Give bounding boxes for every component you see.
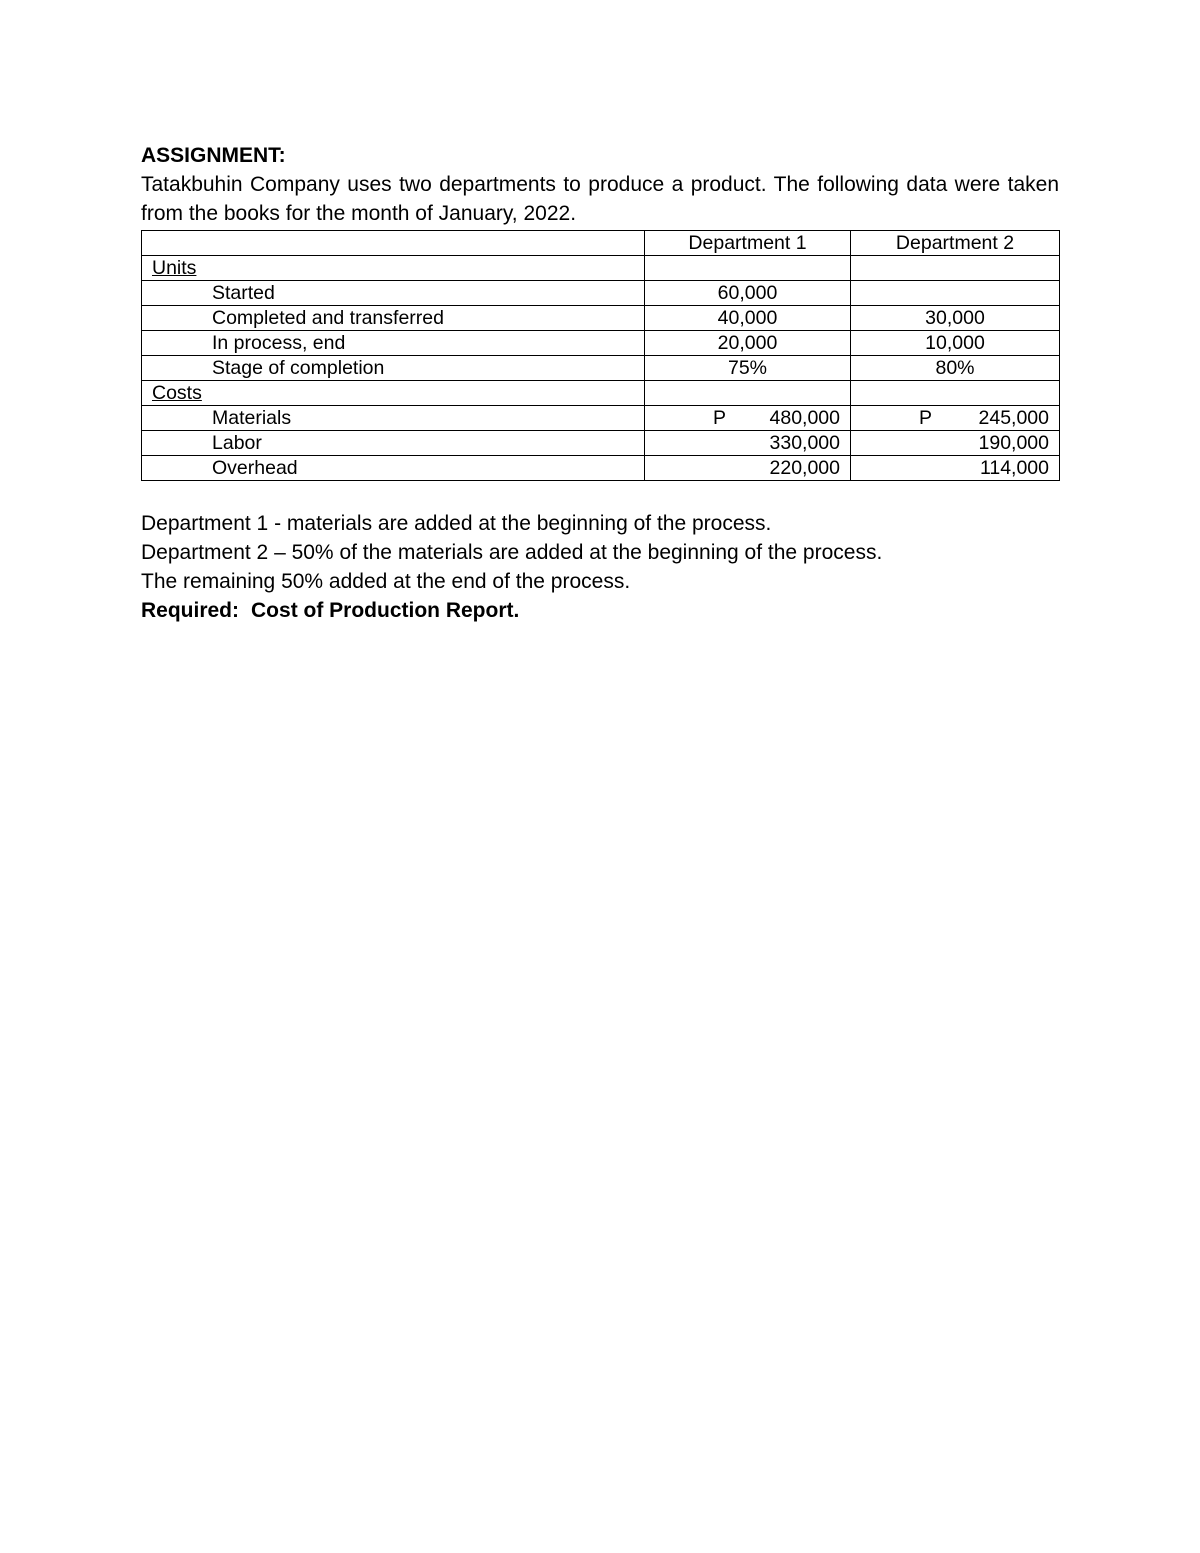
row-label: In process, end [142, 331, 645, 356]
required-text: Cost of Production Report. [251, 599, 520, 622]
intro-paragraph: Tatakbuhin Company uses two departments to produce a product. The following data were taken from the books for the month of January, 2022. [141, 173, 1059, 225]
table-row [142, 356, 1060, 381]
assignment-page [141, 141, 1059, 625]
department-1-cost [645, 456, 851, 481]
table-row [142, 331, 1060, 356]
note-line: Department 1 - materials are added at the beginning of the process. [141, 512, 772, 535]
department-2-value: 114,000 [979, 457, 1049, 479]
department-2-value: 10,000 [851, 331, 1060, 356]
department-1-value: 330,000 [769, 432, 840, 454]
department-data-table [141, 230, 1060, 481]
required-line [141, 596, 1059, 625]
row-label: Started [142, 281, 645, 306]
row-label: Stage of completion [142, 356, 645, 381]
department-2-value [851, 281, 1060, 306]
table-row [142, 281, 1060, 306]
empty-cell [851, 381, 1060, 406]
table-row [142, 306, 1060, 331]
department-2-value: 80% [851, 356, 1060, 381]
department-1-cost [645, 431, 851, 456]
row-label: Materials [142, 406, 645, 431]
department-1-value: 20,000 [645, 331, 851, 356]
department-1-value: 220,000 [769, 457, 840, 479]
department-1-value: 40,000 [645, 306, 851, 331]
note-line: Department 2 – 50% of the materials are added at the beginning of the process. [141, 541, 883, 564]
department-1-value: 60,000 [645, 281, 851, 306]
empty-cell [851, 256, 1060, 281]
required-label: Required: [141, 599, 240, 622]
currency-symbol: P [919, 407, 933, 429]
department-1-value: 75% [645, 356, 851, 381]
units-section-label: Units [142, 256, 645, 281]
header-blank-cell [142, 231, 645, 256]
note-line: The remaining 50% added at the end of the process. [141, 570, 631, 593]
table-row [142, 431, 1060, 456]
table-row [142, 406, 1060, 431]
costs-section-row [142, 381, 1060, 406]
empty-cell [645, 256, 851, 281]
notes-section [141, 509, 1059, 625]
costs-section-label: Costs [142, 381, 645, 406]
header-department-1: Department 1 [645, 231, 851, 256]
assignment-heading: ASSIGNMENT: [141, 144, 286, 167]
department-1-value: 480,000 [769, 407, 840, 429]
department-2-cost [851, 431, 1060, 456]
department-2-cost [851, 456, 1060, 481]
department-2-value: 190,000 [978, 432, 1049, 454]
header-department-2: Department 2 [851, 231, 1060, 256]
department-1-cost [645, 406, 851, 431]
row-label: Labor [142, 431, 645, 456]
department-2-value: 245,000 [978, 407, 1049, 429]
department-2-cost [851, 406, 1060, 431]
currency-symbol: P [713, 407, 727, 429]
row-label: Completed and transferred [142, 306, 645, 331]
table-row [142, 456, 1060, 481]
table-header-row [142, 231, 1060, 256]
row-label: Overhead [142, 456, 645, 481]
empty-cell [645, 381, 851, 406]
units-section-row [142, 256, 1060, 281]
department-2-value: 30,000 [851, 306, 1060, 331]
